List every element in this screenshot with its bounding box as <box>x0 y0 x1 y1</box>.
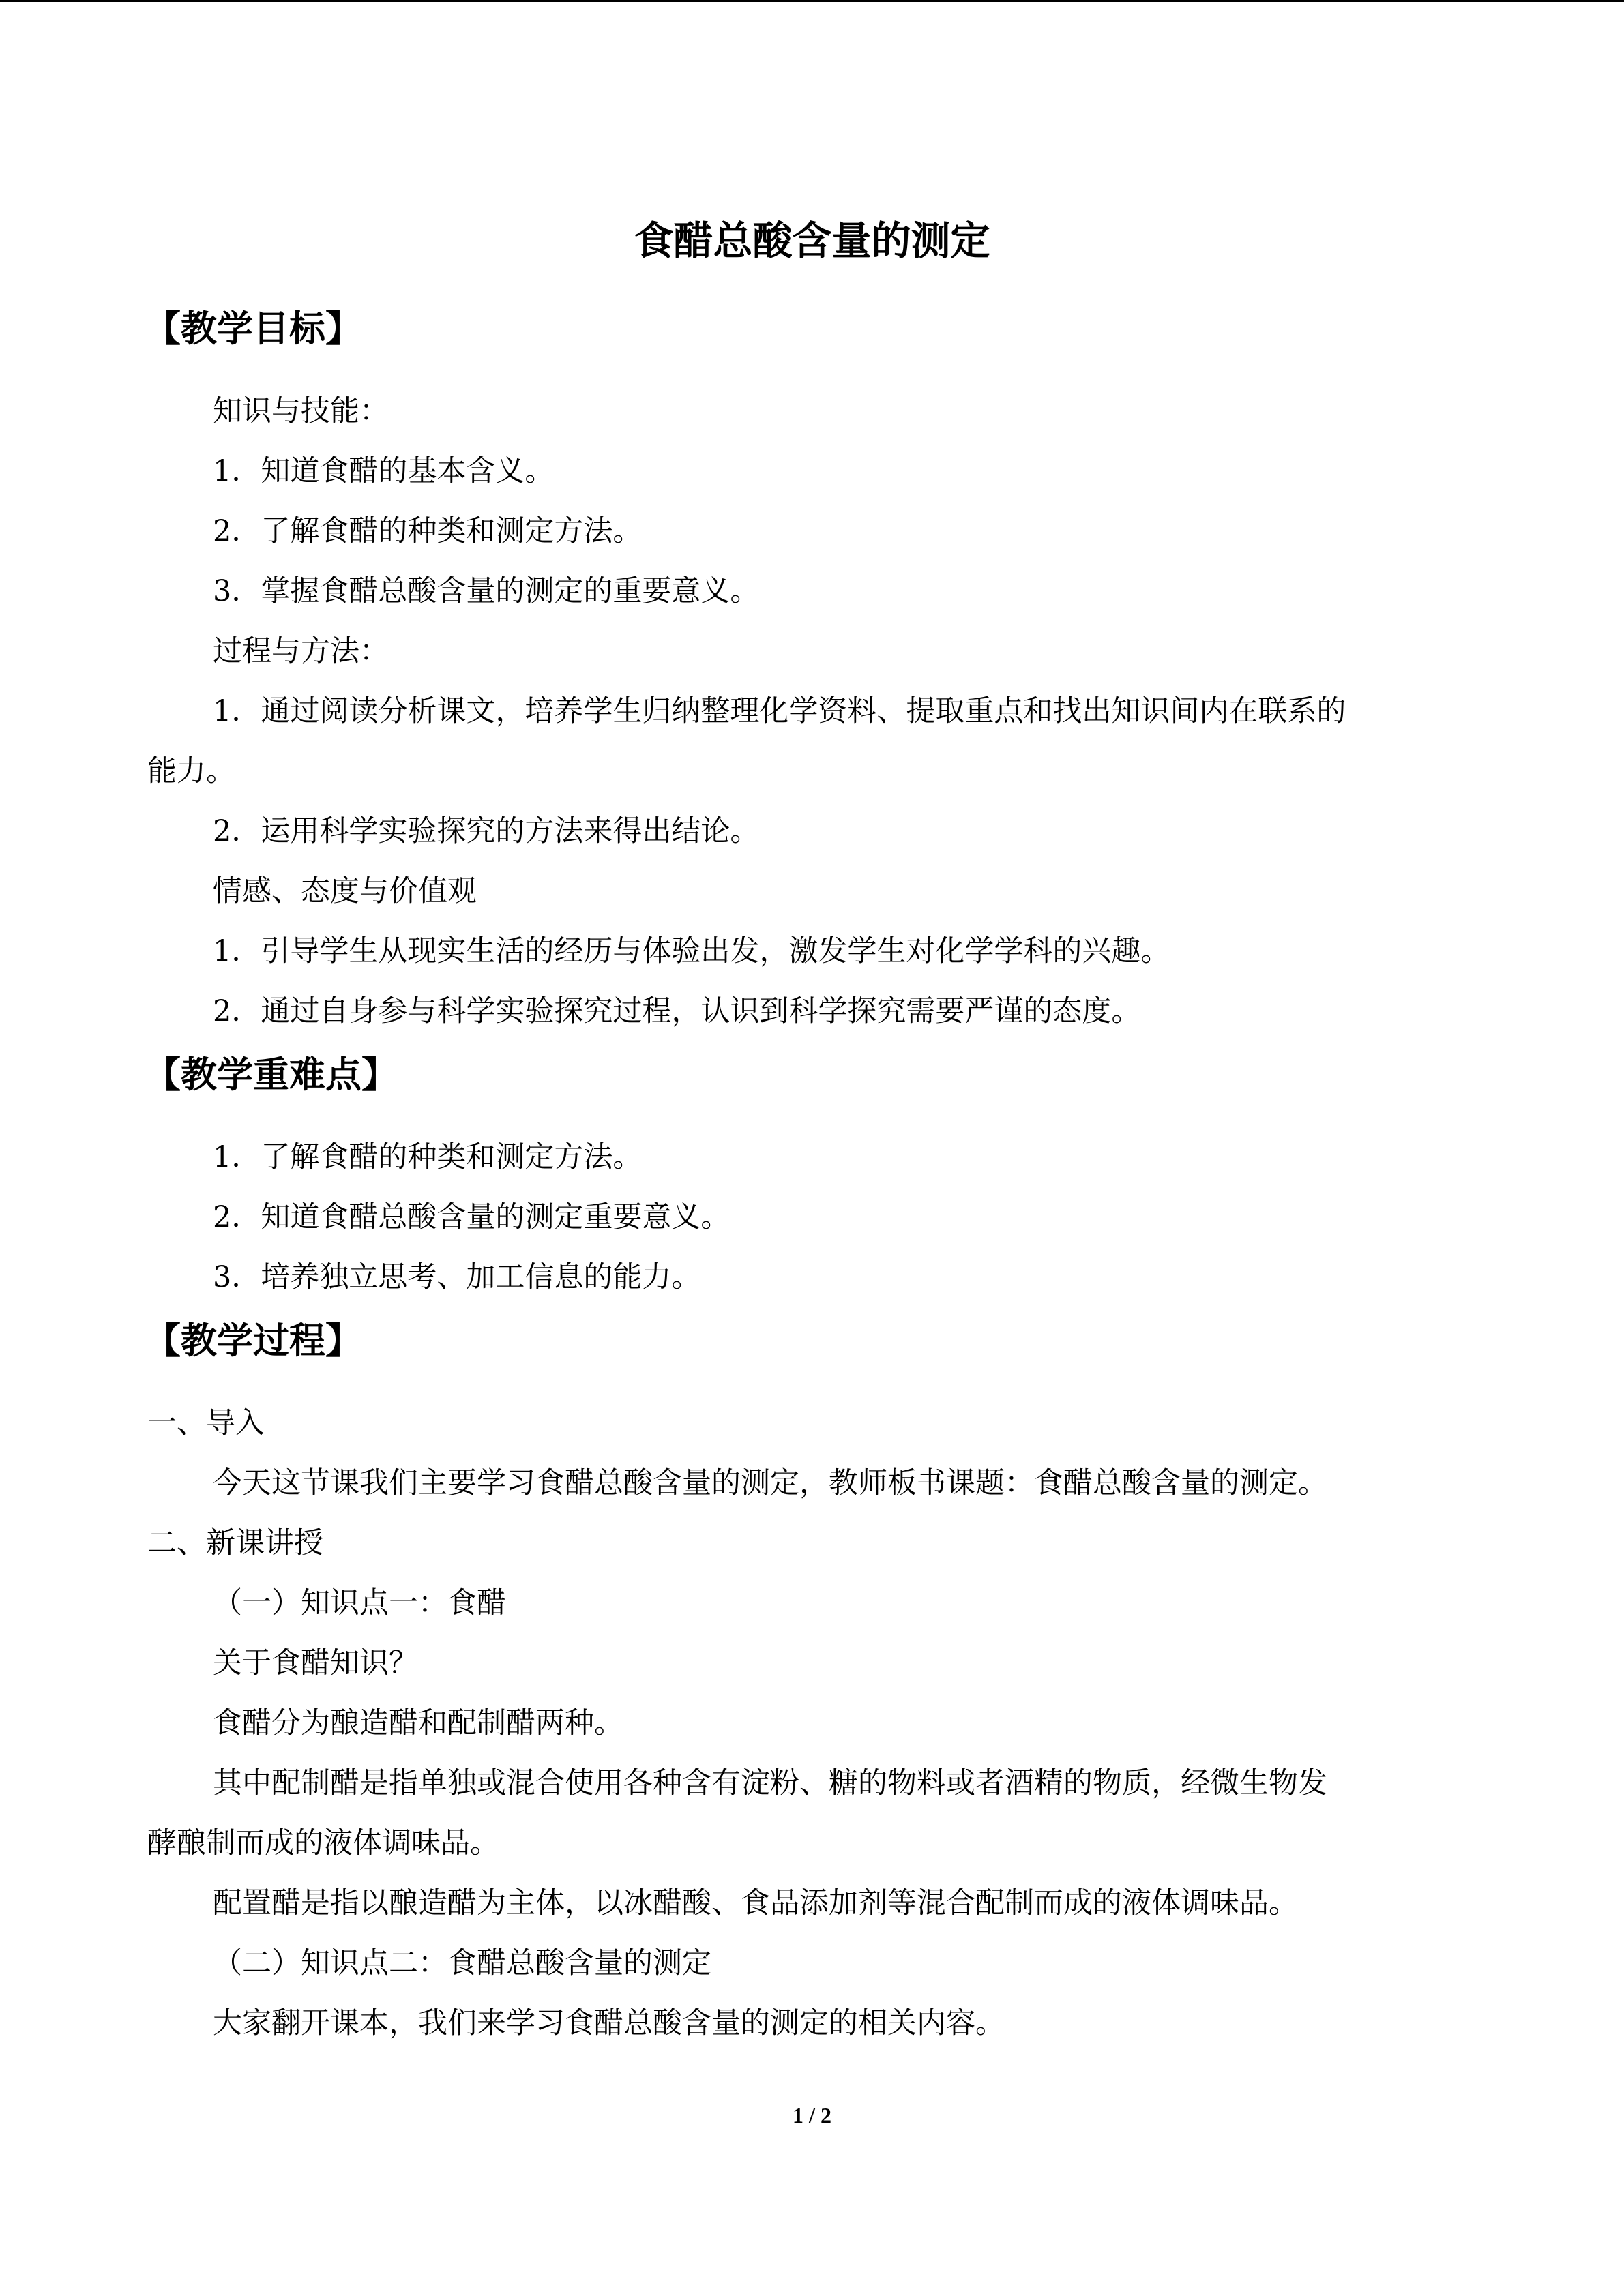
intro-label: 一、导入 <box>147 1406 265 1440</box>
page-number: 1 / 2 <box>793 2103 831 2128</box>
paragraph-line: 大家翻开课本，我们来学习食醋总酸含量的测定的相关内容。 <box>213 2006 1005 2040</box>
process-method-label: 过程与方法： <box>213 634 389 668</box>
knowledge-point-2-label: （二）知识点二：食醋总酸含量的测定 <box>213 1946 711 1980</box>
process-method-item: 1．通过阅读分析课文，培养学生归纳整理化学资料、提取重点和找出知识间内在联系的 <box>213 694 1346 728</box>
knowledge-point-1-label: （一）知识点一：食醋 <box>213 1586 506 1620</box>
knowledge-item: 1．知道食醋的基本含义。 <box>213 454 555 488</box>
paragraph-line: 关于食醋知识？ <box>213 1646 418 1680</box>
paragraph-line: 食醋分为酿造醋和配制醋两种。 <box>213 1706 623 1740</box>
key-point-item: 2．知道食醋总酸含量的测定重要意义。 <box>213 1200 730 1234</box>
process-method-item-continued: 能力。 <box>147 754 235 788</box>
key-point-item: 1．了解食醋的种类和测定方法。 <box>213 1140 643 1174</box>
emotion-label: 情感、态度与价值观 <box>213 874 477 908</box>
paragraph-line: 其中配制醋是指单独或混合使用各种含有淀粉、糖的物料或者酒精的物质，经微生物发 <box>213 1766 1327 1800</box>
section-heading-process: 【教学过程】 <box>145 1320 361 1362</box>
knowledge-label: 知识与技能： <box>213 394 389 428</box>
knowledge-item: 2．了解食醋的种类和测定方法。 <box>213 514 643 548</box>
page-title: 食醋总酸含量的测定 <box>634 218 990 264</box>
process-method-item: 2．运用科学实验探究的方法来得出结论。 <box>213 814 760 848</box>
new-lesson-label: 二、新课讲授 <box>147 1526 323 1560</box>
paragraph-line: 配置醋是指以酿造醋为主体，以冰醋酸、食品添加剂等混合配制而成的液体调味品。 <box>213 1886 1298 1920</box>
emotion-item: 2．通过自身参与科学实验探究过程，认识到科学探究需要严谨的态度。 <box>213 994 1141 1028</box>
key-point-item: 3．培养独立思考、加工信息的能力。 <box>213 1260 701 1294</box>
emotion-item: 1．引导学生从现实生活的经历与体验出发，激发学生对化学学科的兴趣。 <box>213 934 1170 968</box>
knowledge-item: 3．掌握食醋总酸含量的测定的重要意义。 <box>213 574 760 608</box>
section-heading-key-points: 【教学重难点】 <box>145 1054 398 1096</box>
paragraph-line-continued: 酵酿制而成的液体调味品。 <box>147 1826 499 1860</box>
section-heading-objectives: 【教学目标】 <box>145 308 361 350</box>
intro-text: 今天这节课我们主要学习食醋总酸含量的测定，教师板书课题：食醋总酸含量的测定。 <box>213 1466 1327 1500</box>
